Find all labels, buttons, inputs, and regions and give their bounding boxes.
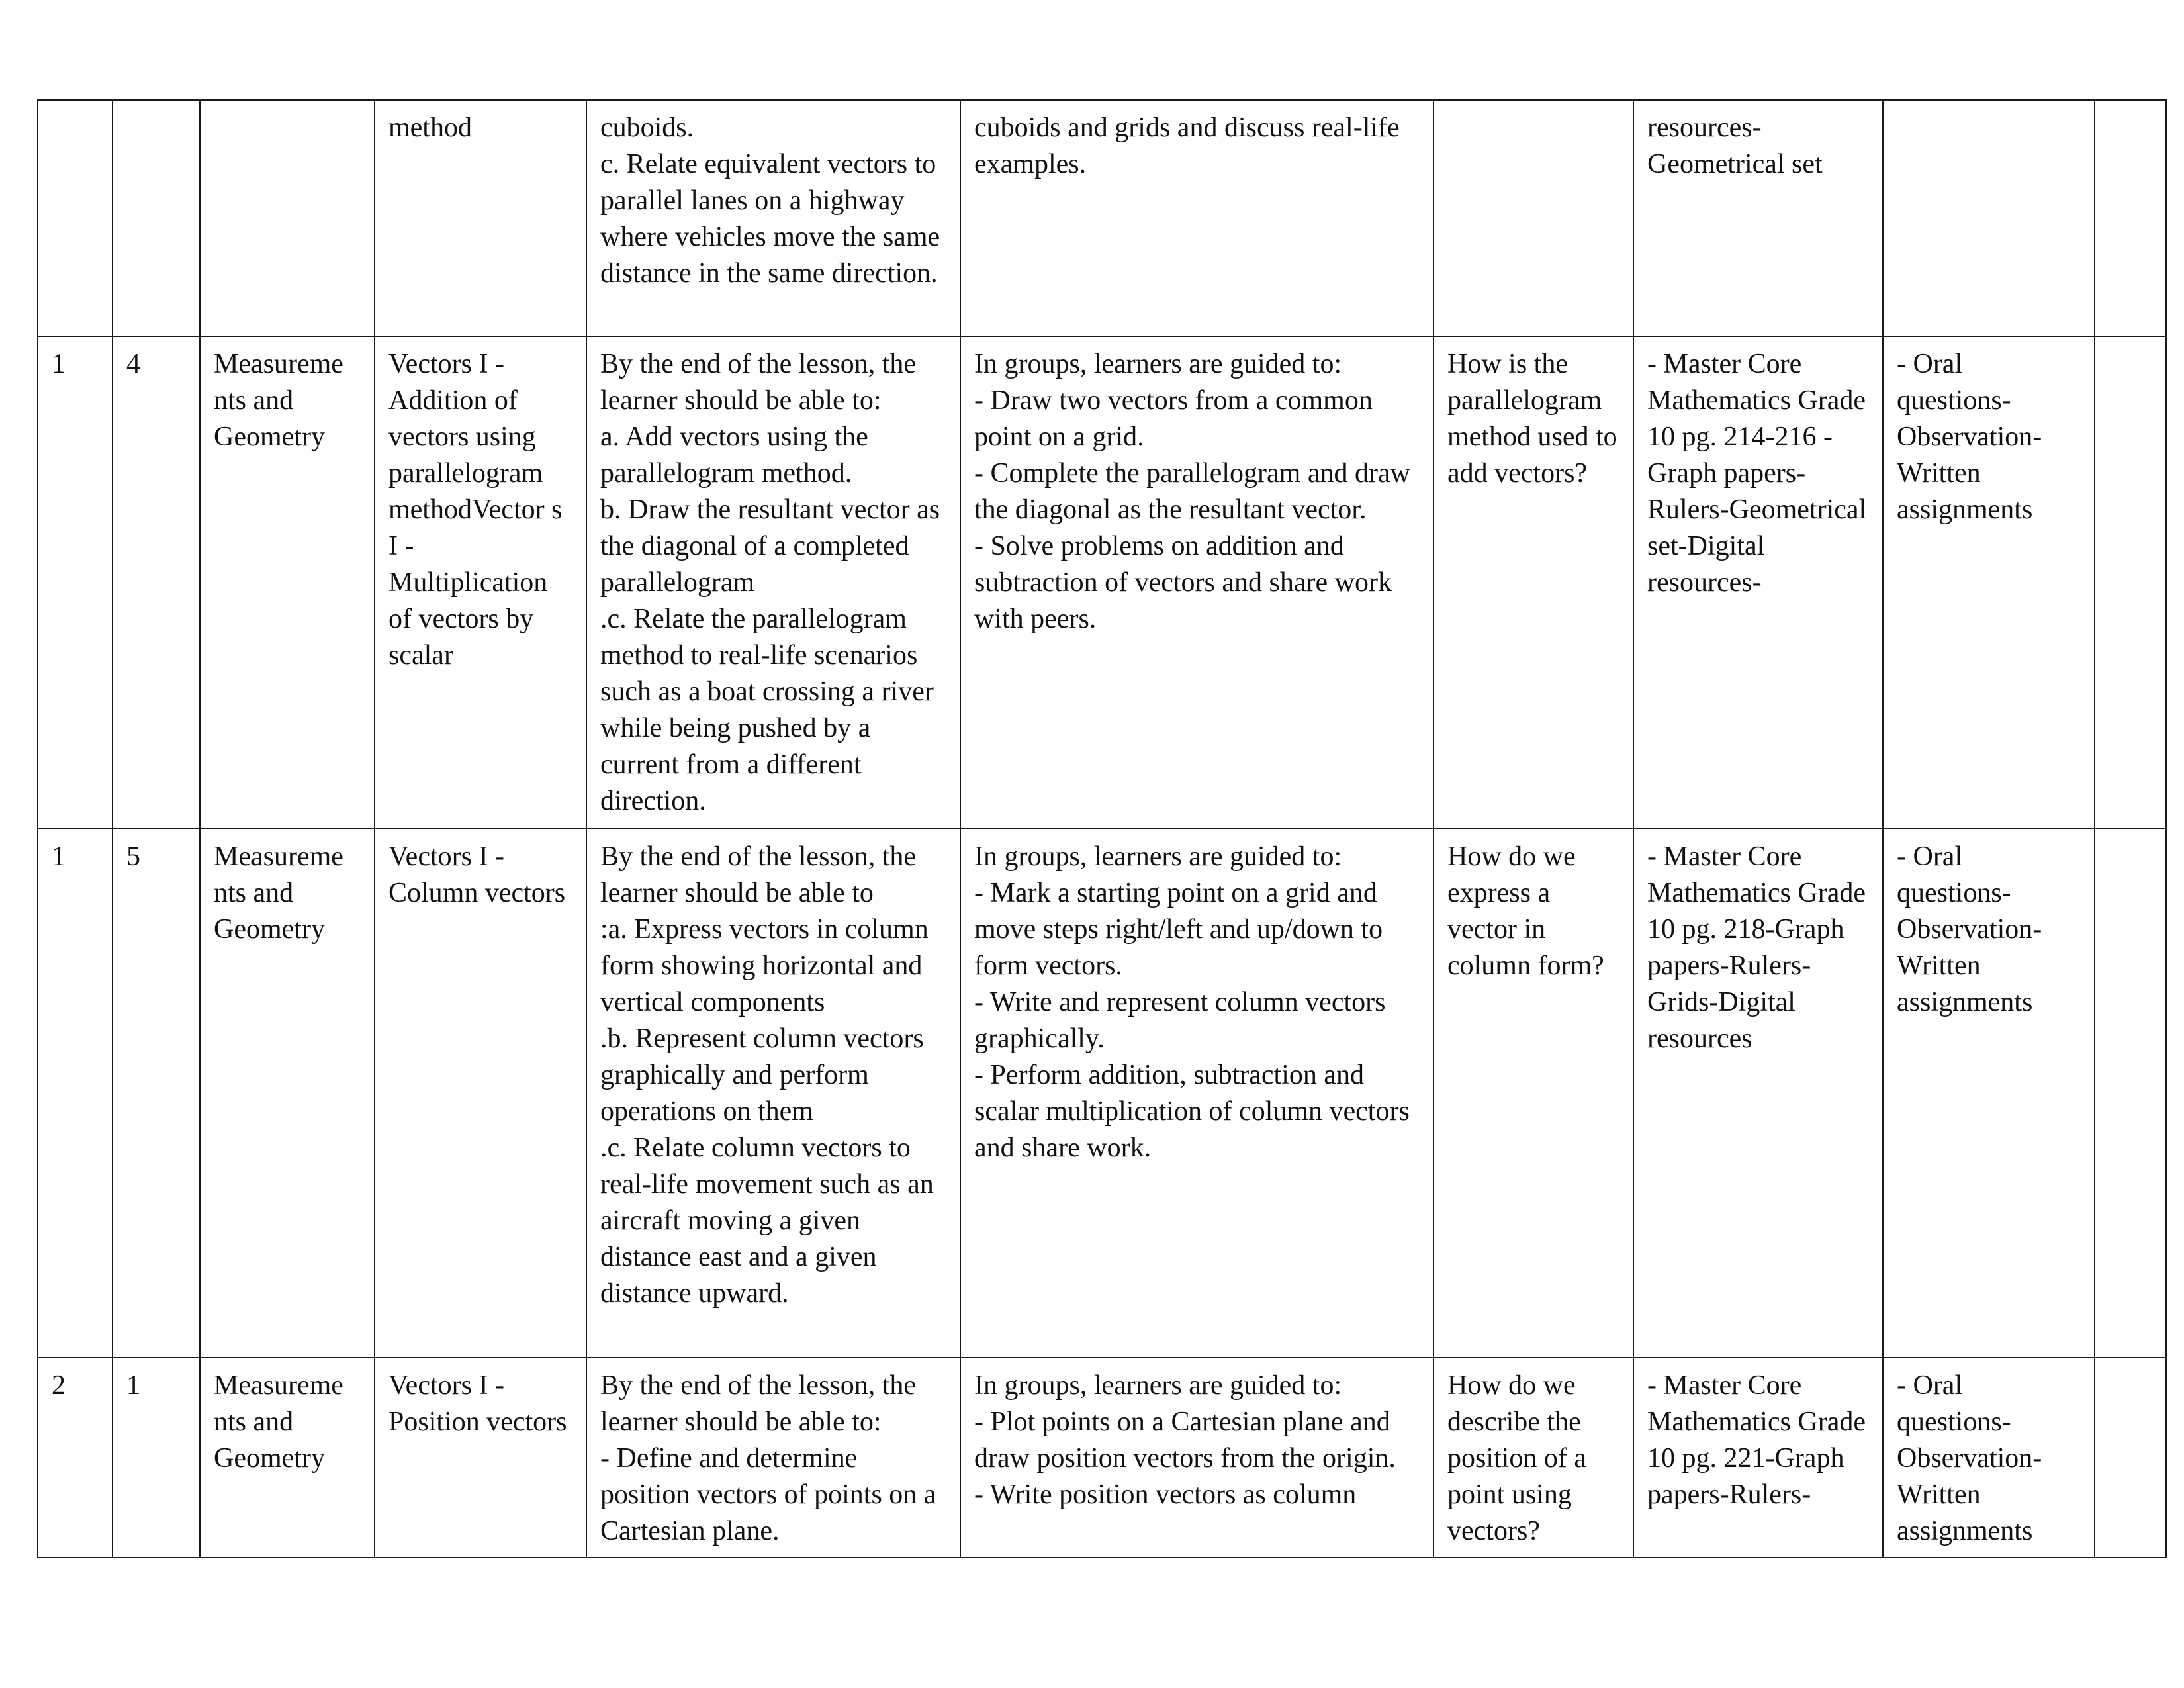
lesson-cell: 5 bbox=[113, 829, 200, 1358]
strand-cell: Measureme nts and Geometry bbox=[200, 1358, 375, 1558]
table-row bbox=[38, 829, 2166, 1358]
learning-resources-cell: - Master Core Mathematics Grade 10 pg. 214-216 - Graph papers- Rulers-Geometrical set-Digital resources- bbox=[1633, 336, 1883, 829]
key-inquiry-question-cell: How do we describe the position of a point using vectors? bbox=[1433, 1358, 1633, 1558]
remarks-cell bbox=[2095, 1358, 2166, 1558]
remarks-cell bbox=[2095, 100, 2166, 336]
assessment-cell bbox=[1883, 100, 2095, 336]
learning-resources-cell: - Master Core Mathematics Grade 10 pg. 218-Graph papers-Rulers- Grids-Digital resources bbox=[1633, 829, 1883, 1358]
sub-strand-cell: method bbox=[375, 100, 586, 336]
lesson-cell: 4 bbox=[113, 336, 200, 829]
key-inquiry-question-cell: How do we express a vector in column form? bbox=[1433, 829, 1633, 1358]
sub-strand-cell: Vectors I - Column vectors bbox=[375, 829, 586, 1358]
key-inquiry-question-cell: How is the parallelogram method used to add vectors? bbox=[1433, 336, 1633, 829]
learning-experiences-cell: In groups, learners are guided to: - Plot points on a Cartesian plane and draw position vectors from the origin. - Write position vectors as column bbox=[960, 1358, 1433, 1558]
learning-outcomes-cell: By the end of the lesson, the learner should be able to: - Define and determine position vectors of points on a Cartesian plane. bbox=[586, 1358, 960, 1558]
lesson-cell bbox=[113, 100, 200, 336]
lesson-cell: 1 bbox=[113, 1358, 200, 1558]
table-row bbox=[38, 1358, 2166, 1558]
week-cell: 1 bbox=[38, 829, 113, 1358]
assessment-cell: - Oral questions-Observation-Written assignments bbox=[1883, 336, 2095, 829]
strand-cell bbox=[200, 100, 375, 336]
learning-outcomes-cell: cuboids. c. Relate equivalent vectors to parallel lanes on a highway where vehicles move the same distance in the same direction. bbox=[586, 100, 960, 336]
scheme-of-work-table bbox=[37, 99, 2167, 1558]
learning-resources-cell: - Master Core Mathematics Grade 10 pg. 221-Graph papers-Rulers- bbox=[1633, 1358, 1883, 1558]
week-cell: 2 bbox=[38, 1358, 113, 1558]
learning-resources-cell: resources- Geometrical set bbox=[1633, 100, 1883, 336]
learning-outcomes-cell: By the end of the lesson, the learner should be able to :a. Express vectors in column form showing horizontal and vertical components .b. Represent column vectors graphically and perform operations on them .c. Relate column vectors to real-life movement such as an aircraft moving a given distance east and a given distance upward. bbox=[586, 829, 960, 1358]
learning-outcomes-cell: By the end of the lesson, the learner should be able to: a. Add vectors using the parallelogram method. b. Draw the resultant vector as the diagonal of a completed parallelogram .c. Relate the parallelogram method to real-life scenarios such as a boat crossing a river while being pushed by a current from a different direction. bbox=[586, 336, 960, 829]
table-row bbox=[38, 336, 2166, 829]
sub-strand-cell: Vectors I - Position vectors bbox=[375, 1358, 586, 1558]
week-cell bbox=[38, 100, 113, 336]
learning-experiences-cell: In groups, learners are guided to: - Mark a starting point on a grid and move steps right/left and up/down to form vectors. - Write and represent column vectors graphically. - Perform addition, subtraction and scalar multiplication of column vectors and share work. bbox=[960, 829, 1433, 1358]
remarks-cell bbox=[2095, 336, 2166, 829]
remarks-cell bbox=[2095, 829, 2166, 1358]
strand-cell: Measureme nts and Geometry bbox=[200, 829, 375, 1358]
strand-cell: Measureme nts and Geometry bbox=[200, 336, 375, 829]
week-cell: 1 bbox=[38, 336, 113, 829]
table-row bbox=[38, 100, 2166, 336]
assessment-cell: - Oral questions-Observation-Written assignments bbox=[1883, 1358, 2095, 1558]
assessment-cell: - Oral questions-Observation-Written assignments bbox=[1883, 829, 2095, 1358]
learning-experiences-cell: cuboids and grids and discuss real-life examples. bbox=[960, 100, 1433, 336]
key-inquiry-question-cell bbox=[1433, 100, 1633, 336]
learning-experiences-cell: In groups, learners are guided to: - Draw two vectors from a common point on a grid. - Complete the parallelogram and draw the diagonal as the resultant vector. - Solve problems on addition and subtraction of vectors and share work with peers. bbox=[960, 336, 1433, 829]
sub-strand-cell: Vectors I - Addition of vectors using parallelogram methodVector s I - Multiplication of vectors by scalar bbox=[375, 336, 586, 829]
